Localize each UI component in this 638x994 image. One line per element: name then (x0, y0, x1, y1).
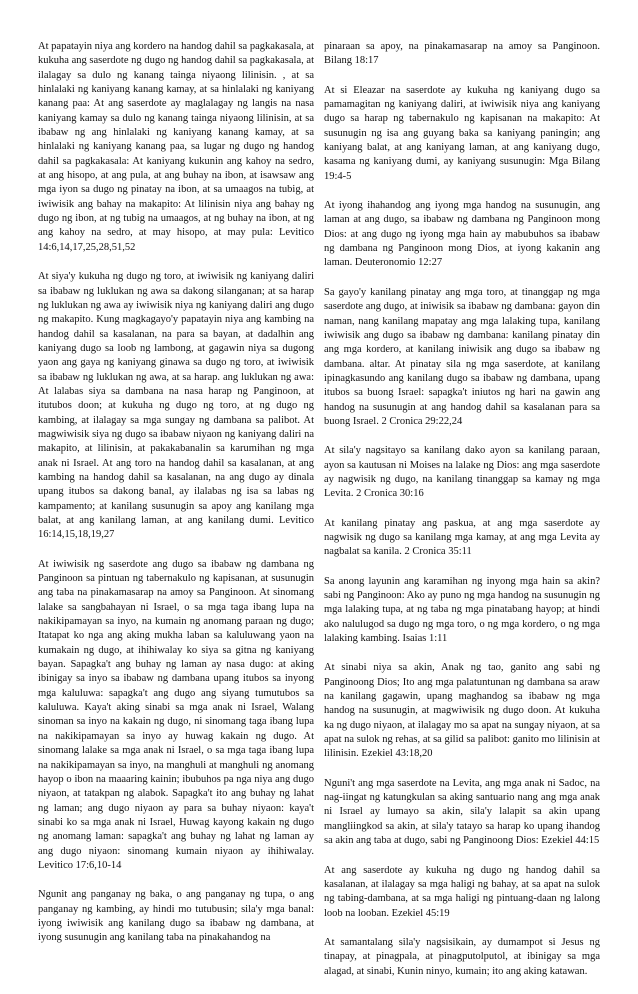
paragraph: Sa anong layunin ang karamihan ng inyong mga hain sa akin? sabi ng Panginoon: Ako ay puno ng mga handog na susunugin ng mga lalaking tupa, at ng taba ng mga pinatabang hayop; at hindi ako nalulugod sa dugo ng mga toro, o ng mga kordero, o ng mga lalaking kambing. Isaias 1:11 (324, 575, 600, 645)
paragraph: At si Eleazar na saserdote ay kukuha ng kaniyang dugo sa pamamagitan ng kaniyang daliri, at iwiwisik niya ang kaniyang dugo sa harap ng tabernakulo ng kapisanan na makapito: At susunugin ng isa ang guyang baka sa kaniyang paningin; ang kaniyang balat, at ang kaniyang laman, at ang kaniyang dugo, kasama ng kaniyang dumi, ay kaniyang susunugin: Mga Bilang 19:4-5 (324, 84, 600, 182)
paragraph: At iyong ihahandog ang iyong mga handog na susunugin, ang laman at ang dugo, sa ibabaw ng dambana ng Panginoon mong Dios: at ang dugo ng iyong mga hain ay mabubuhos sa ibabaw ng dambana ng Panginoon mong Dios, at iyong kakanin ang laman. Deuteronomio 12:27 (324, 200, 600, 269)
paragraph: At ang saserdote ay kukuha ng dugo ng handog dahil sa kasalanan, at ilalagay sa mga haligi ng bahay, at sa apat na sulok ng tabing-dambana, at sa mga haligi ng pintuang-daan ng lalong loob na looban. Ezekiel 45:19 (324, 864, 600, 919)
paragraph: At samantalang sila'y nagsisikain, ay dumampot si Jesus ng tinapay, at pinagpala, at pinagputolputol, at ibinigay sa mga alagad, at sinabi, Kunin ninyo, kumain; ito ang aking katawan. (324, 936, 600, 977)
paragraph: At iwiwisik ng saserdote ang dugo sa ibabaw ng dambana ng Panginoon sa pintuan ng tabernakulo ng kapisanan, at susunugin ang taba na pinakamasarap na amoy sa Panginoon. At sinomang lalake sa sangbahayan ni Israel, o sa mga taga ibang lupa na nakikipamayan sa inyo, na kumain ng anomang paraan ng dugo; Itatapat ko nga ang aking mukha laban sa kaluluwang yaon na kumakain ng dugo, at ihihiwalay ko siya sa gitna ng kaniyang bayan. Sapagka't ang buhay ng laman ay nasa dugo: at aking ibinigay sa inyo sa ibabaw ng dambana upang itubos sa inyong mga kaluluwa: sapagka't ang dugo ang siyang tumutubos sa kaluluwa. Kaya't aking sinabi sa mga anak ni Israel, Walang sinoman sa inyo na kakain ng dugo, ni sinomang taga ibang lupa na nakikipamayan sa inyo ay huwag kakain ng dugo. At sinomang lalake sa mga anak ni Israel, o sa mga taga ibang lupa na nakikipamayan sa inyo, na manghuli at manghuli ng anomang hayop o ibon na maaaring kainin; ibubuhos pa nga niya ang dugo niyaon, at tatakpan ng alabok. Sapagka't ito ang buhay ng lahat ng laman; ang dugo niyaon ay para sa buhay niyaon: kaya't sinabi ko sa mga anak ni Israel, Huwag kayong kakain ng dugo ng anomang laman: sapagka't ang buhay ng lahat ng laman ay ang dugo niyaon: sinomang kumain niyaon ay ihihiwalay. Levitico 17:6,10-14 (38, 558, 314, 871)
paragraph: At papatayin niya ang kordero na handog dahil sa pagkakasala, at kukuha ang saserdote ng dugo ng handog dahil sa pagkakasala, at ilalagay sa dulo ng kanang tainga niyaong lilinisin. , at sa hinlalaki ng kaniyang kanang kamay, at sa hinlalaki ng kaniyang kanang paa: At ang saserdote ay maglalagay ng langis na nasa kaniyang kamay sa dulo ng kanang tainga niyaong lilinisin, at sa ibabaw ng ang hinlalaki ng kaniyang kanang kamay, at sa hinlalaki ng kaniyang kanang paa, sa lugar ng dugo ng handog dahil sa pagkakasala: At kaniyang kukunin ang kahoy na sedro, at ang hisopo, at ang pula, at ang buhay na ibon, at isawsaw ang mga iyon sa dugo ng pinatay na ibon, at sa umaagos na tubig, at iwiwisik ang bahay na makapito: At lilinisin niya ang bahay ng dugo ng ibon, at ng tubig na umaagos, at ng buhay na ibon, at ng ang kahoy na sedro, at may hisopo, at may pula: Levitico 14:6,14,17,25,28,51,52 (38, 41, 314, 253)
paragraph: Nguni't ang mga saserdote na Levita, ang mga anak ni Sadoc, na nag-iingat ng katungkulan sa aking santuario nang ang mga anak ni Israel ay lumayo sa akin, sila'y lalapit sa akin upang mangliingkod sa akin, at sila'y tatayo sa harap ko upang ihandog sa akin ang taba at dugo, sabi ng Panginoong Dios: Ezekiel 44:15 (324, 777, 600, 847)
paragraph: At kanilang pinatay ang paskua, at ang mga saserdote ay nagwisik ng dugo sa kanilang mga kamay, at ang mga Levita ay nagbalat sa kanila. 2 Cronica 35:11 (324, 517, 600, 558)
paragraph: At sila'y nagsitayo sa kanilang dako ayon sa kanilang paraan, ayon sa kautusan ni Moises na lalake ng Dios: ang mga saserdote ay nagwisik ng dugo, na kanilang tinanggap sa kamay ng mga Levita. 2 Cronica 30:16 (324, 445, 600, 500)
paragraph: Sa gayo'y kanilang pinatay ang mga toro, at tinanggap ng mga saserdote ang dugo, at iniwisik sa ibabaw ng dambana: gayon din naman, nang kanilang mapatay ang mga lalaking tupa, kanilang iwiwisik ang dugo sa ibabaw ng dambana: kanilang pinatay din ang mga kordero, at kanilang iniwisik ang dugo sa ibabaw ng dambana. altar. At pinatay sila ng mga saserdote, at kanilang ipinagkasundo ang kanilang dugo sa ibabaw ng dambana, upang itubos sa buong Israel: sapagka't iniutos ng hari na gawin ang handog na susunugin at ang handog dahil sa kasalanan para sa buong Israel. 2 Cronica 29:22,24 (324, 286, 600, 427)
paragraph: At sinabi niya sa akin, Anak ng tao, ganito ang sabi ng Panginoong Dios; Ito ang mga palatuntunan ng dambana sa araw na kanilang gagawin, upang maghandog sa ibabaw ng mga handog na susunugin, at magwiwisik ng dugo doon. At kukuha ka ng dugo niyaon, at ilalagay mo sa apat na sungay niyaon, at sa apat na sulok ng rehas, at sa gilid sa palibot: ganito mo lilinisin at lilinisin. Ezekiel 43:18,20 (324, 662, 600, 760)
paragraph: pinaraan sa apoy, na pinakamasarap na amoy sa Panginoon. Bilang 18:17 (324, 41, 600, 67)
paragraph: Ngunit ang panganay ng baka, o ang panganay ng tupa, o ang panganay ng kambing, ay hindi mo tutubusin; sila'y mga banal: iyong iwiwisik ang kanilang dugo sa ibabaw ng dambana, at iyong susunugin ang kanilang taba na pinakahandog na (38, 889, 314, 944)
paragraph: At siya'y kukuha ng dugo ng toro, at iwiwisik ng kaniyang daliri sa ibabaw ng luklukan ng awa sa dakong silanganan; at sa harap ng luklukan ng awa ay iwiwisik niya ng kaniyang daliri ang dugo ng makapito. Kung magkagayo'y papatayin niya ang kambing na handog dahil sa kasalanan, na para sa bayan, at dadalhin ang kaniyang dugo sa loob ng lambong, at gagawin niya sa dugong yaon ang gaya ng kaniyang ginawa sa dugo ng toro, at iwiwisik sa ibabaw ng luklukan ng awa, at sa harap. ang luklukan ng awa: At lalabas siya sa dambana na nasa harap ng Panginoon, at itutubos doon; at kukuha ng dugo ng toro, at ng dugo ng kambing, at ilalagay sa mga sungay ng dambana sa palibot. At magwiwisik siya ng dugo sa ibabaw niyaon ng kaniyang daliri na makapito, at lilinisin, at pakakabanalin sa karumihan ng mga anak ni Israel. At ang toro na handog dahil sa kasalanan, at ang kambing na handog dahil sa kasalanan, na ang dugo ay dinala upang itubos sa dakong banal, ay ilalabas ng isa sa labas ng kampamento; at kanilang susunugin sa apoy ang kanilang mga balat, at ang kanilang laman, at ang kanilang dumi. Levitico 16:14,15,18,19,27 (38, 271, 314, 541)
text-column-left (38, 40, 314, 961)
text-column-right (324, 40, 600, 994)
